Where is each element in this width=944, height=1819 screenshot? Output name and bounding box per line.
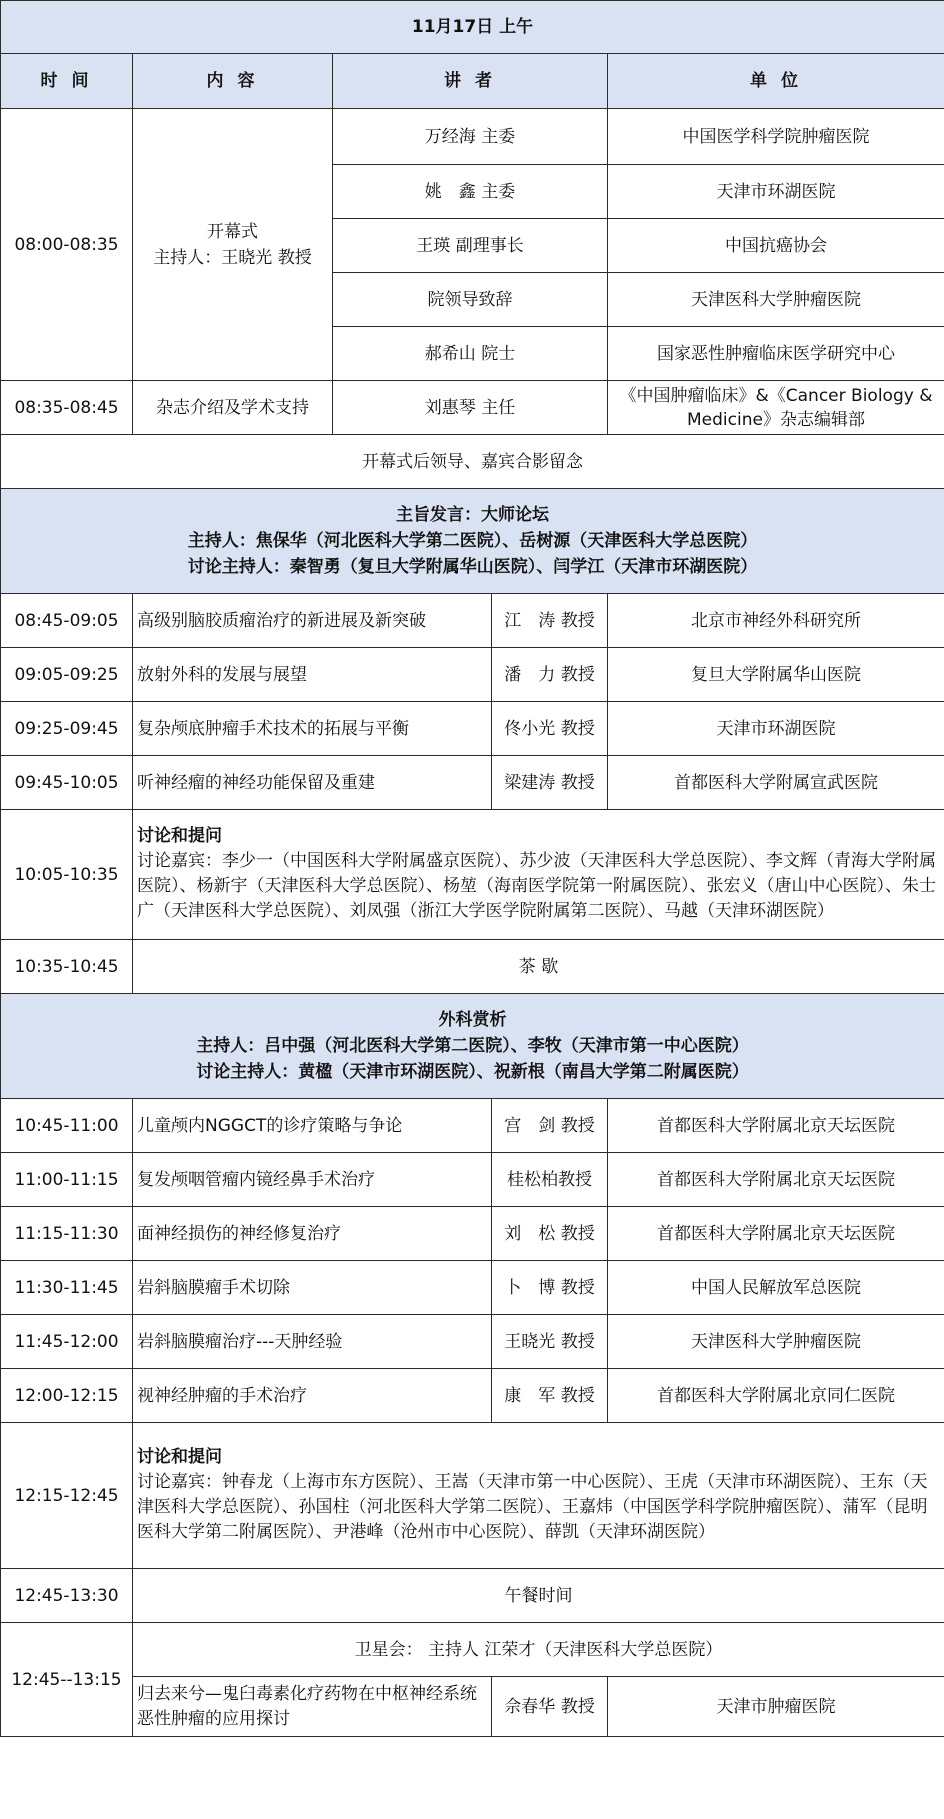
- opening-time: 08:00-08:35: [1, 109, 133, 381]
- talk-unit: 首都医科大学附属宣武医院: [608, 756, 944, 810]
- talk-time: 10:45-11:00: [1, 1099, 133, 1153]
- opening-unit: 天津市环湖医院: [608, 165, 944, 219]
- talk-unit: 天津市环湖医院: [608, 702, 944, 756]
- surgery-hosts: 主持人：吕中强（河北医科大学第二医院）、李牧（天津市第一中心医院）: [196, 1036, 749, 1056]
- talk-speaker: 王晓光 教授: [492, 1315, 608, 1369]
- talk-unit: 首都医科大学附属北京天坛医院: [608, 1099, 944, 1153]
- talk-speaker: 桂松柏教授: [492, 1153, 608, 1207]
- surgery-discussion-hosts: 讨论主持人：黄楹（天津市环湖医院）、祝新根（南昌大学第二附属医院）: [196, 1062, 749, 1082]
- talk-time: 11:00-11:15: [1, 1153, 133, 1207]
- forum-banner: [1, 489, 944, 594]
- opening-unit: 中国抗癌协会: [608, 219, 944, 273]
- discussion1-text: 讨论嘉宾：李少一（中国医科大学附属盛京医院）、苏少波（天津医科大学总医院）、李文辉（青海大学附属医院）、杨新宇（天津医科大学总医院）、杨堃（海南医学院第一附属医院）、张宏义（唐山中心医院）、朱士广（天津医科大学总医院）、刘凤强（浙江大学医学院附属第二医院）、马越（天津环湖医院）: [137, 850, 936, 921]
- talk-unit: 首都医科大学附属北京同仁医院: [608, 1369, 944, 1423]
- lunch-time: 12:45-13:30: [1, 1569, 133, 1623]
- discussion2-text: 讨论嘉宾：钟春龙（上海市东方医院）、王嵩（天津市第一中心医院）、王虎（天津市环湖医院）、王东（天津医科大学总医院）、孙国柱（河北医科大学第二医院）、王嘉炜（中国医学科学院肿瘤医院）、蒲军（昆明医科大学第二附属医院）、尹港峰（沧州市中心医院）、薛凯（天津环湖医院）: [137, 1471, 928, 1542]
- opening-unit: 国家恶性肿瘤临床医学研究中心: [608, 327, 944, 381]
- talk-unit: 北京市神经外科研究所: [608, 594, 944, 648]
- talk-time: 11:15-11:30: [1, 1207, 133, 1261]
- opening-unit: 天津医科大学肿瘤医院: [608, 273, 944, 327]
- tea-time: 10:35-10:45: [1, 940, 133, 994]
- opening-content: [133, 109, 333, 381]
- header-speaker: 讲 者: [333, 54, 608, 109]
- satellite-topic: 归去来兮—鬼臼毒素化疗药物在中枢神经系统恶性肿瘤的应用探讨: [133, 1677, 492, 1737]
- talk-topic: 复发颅咽管瘤内镜经鼻手术治疗: [133, 1153, 492, 1207]
- opening-speaker: 院领导致辞: [333, 273, 608, 327]
- talk-speaker: 宫 剑 教授: [492, 1099, 608, 1153]
- journal-speaker: 刘惠琴 主任: [333, 381, 608, 435]
- talk-topic: 岩斜脑膜瘤治疗---天肿经验: [133, 1315, 492, 1369]
- talk-time: 11:45-12:00: [1, 1315, 133, 1369]
- header-time: 时 间: [1, 54, 133, 109]
- talk-time: 09:25-09:45: [1, 702, 133, 756]
- forum-hosts: 主持人：焦保华（河北医科大学第二医院）、岳树源（天津医科大学总医院）: [187, 531, 758, 551]
- lunch-label: 午餐时间: [133, 1569, 944, 1623]
- tea-label: 茶 歇: [133, 940, 944, 994]
- talk-speaker: 卜 博 教授: [492, 1261, 608, 1315]
- discussion1-heading: 讨论和提问: [137, 825, 222, 846]
- talk-topic: 面神经损伤的神经修复治疗: [133, 1207, 492, 1261]
- talk-unit: 首都医科大学附属北京天坛医院: [608, 1207, 944, 1261]
- talk-speaker: 梁建涛 教授: [492, 756, 608, 810]
- talk-time: 09:05-09:25: [1, 648, 133, 702]
- talk-speaker: 潘 力 教授: [492, 648, 608, 702]
- opening-speaker: 姚 鑫 主委: [333, 165, 608, 219]
- talk-time: 09:45-10:05: [1, 756, 133, 810]
- opening-title: 开幕式: [207, 221, 258, 242]
- header-unit: 单 位: [608, 54, 944, 109]
- discussion2-time: 12:15-12:45: [1, 1423, 133, 1569]
- talk-time: 08:45-09:05: [1, 594, 133, 648]
- talk-unit: 复旦大学附属华山医院: [608, 648, 944, 702]
- talk-topic: 儿童颅内NGGCT的诊疗策略与争论: [133, 1099, 492, 1153]
- header-content: 内 容: [133, 54, 333, 109]
- talk-unit: 天津医科大学肿瘤医院: [608, 1315, 944, 1369]
- talk-speaker: 佟小光 教授: [492, 702, 608, 756]
- journal-content: 杂志介绍及学术支持: [133, 381, 333, 435]
- forum-discussion-hosts: 讨论主持人：秦智勇（复旦大学附属华山医院）、闫学江（天津市环湖医院）: [187, 557, 758, 577]
- discussion2-heading: 讨论和提问: [137, 1446, 222, 1467]
- satellite-time: 12:45--13:15: [1, 1623, 133, 1737]
- talk-topic: 岩斜脑膜瘤手术切除: [133, 1261, 492, 1315]
- journal-unit: 《中国肿瘤临床》&《Cancer Biology & Medicine》杂志编辑部: [608, 381, 944, 435]
- discussion1-time: 10:05-10:35: [1, 810, 133, 940]
- talk-speaker: 江 涛 教授: [492, 594, 608, 648]
- talk-time: 12:00-12:15: [1, 1369, 133, 1423]
- talk-topic: 放射外科的发展与展望: [133, 648, 492, 702]
- opening-speaker: 王瑛 副理事长: [333, 219, 608, 273]
- opening-speaker: 郝希山 院士: [333, 327, 608, 381]
- opening-speaker: 万经海 主委: [333, 109, 608, 165]
- satellite-unit: 天津市肿瘤医院: [608, 1677, 944, 1737]
- satellite-title: 卫星会： 主持人 江荣才（天津医科大学总医院）: [133, 1623, 944, 1677]
- talk-speaker: 刘 松 教授: [492, 1207, 608, 1261]
- discussion2-cell: [133, 1423, 944, 1569]
- day-title: 11月17日 上午: [1, 1, 944, 54]
- talk-topic: 听神经瘤的神经功能保留及重建: [133, 756, 492, 810]
- opening-unit: 中国医学科学院肿瘤医院: [608, 109, 944, 165]
- talk-unit: 中国人民解放军总医院: [608, 1261, 944, 1315]
- talk-speaker: 康 军 教授: [492, 1369, 608, 1423]
- talk-topic: 视神经肿瘤的手术治疗: [133, 1369, 492, 1423]
- talk-topic: 复杂颅底肿瘤手术技术的拓展与平衡: [133, 702, 492, 756]
- satellite-speaker: 佘春华 教授: [492, 1677, 608, 1737]
- forum-title: 主旨发言：大师论坛: [396, 505, 549, 525]
- talk-unit: 首都医科大学附属北京天坛医院: [608, 1153, 944, 1207]
- opening-host: 主持人：王晓光 教授: [153, 247, 312, 268]
- talk-time: 11:30-11:45: [1, 1261, 133, 1315]
- talk-topic: 高级别脑胶质瘤治疗的新进展及新突破: [133, 594, 492, 648]
- photo-note: 开幕式后领导、嘉宾合影留念: [1, 435, 944, 489]
- surgery-title: 外科赏析: [438, 1010, 507, 1030]
- discussion1-cell: [133, 810, 944, 940]
- surgery-banner: [1, 994, 944, 1099]
- journal-time: 08:35-08:45: [1, 381, 133, 435]
